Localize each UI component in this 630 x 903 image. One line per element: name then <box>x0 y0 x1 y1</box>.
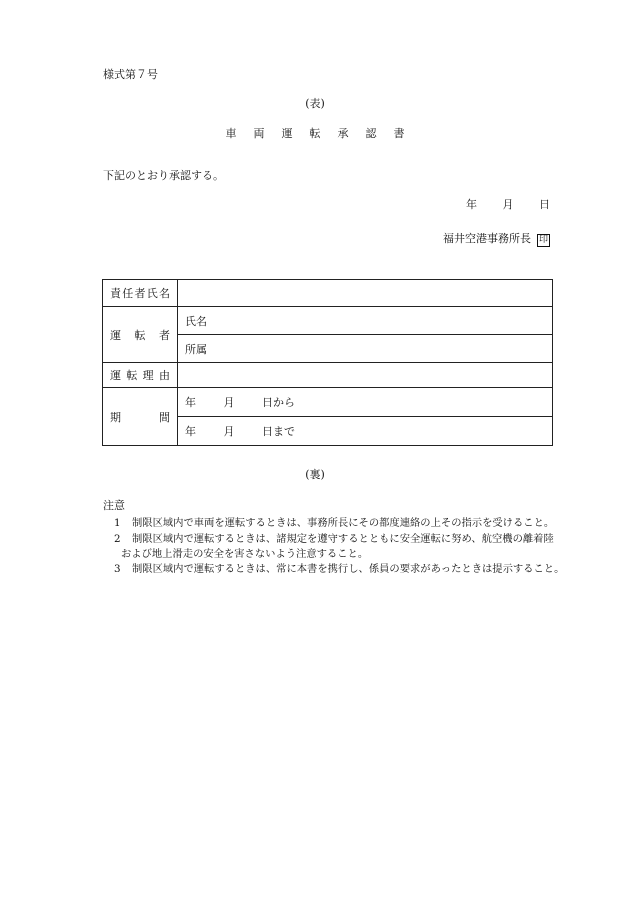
note-item <box>114 514 574 529</box>
period-to-day: 日まで <box>262 425 295 438</box>
driver-label: 運転者 <box>103 307 178 363</box>
seal-icon: 印 <box>538 235 548 245</box>
notes-title: 注意 <box>103 499 125 512</box>
period-from-year: 年 <box>185 396 196 409</box>
period-to-year: 年 <box>185 425 196 438</box>
note-item <box>114 530 574 545</box>
approval-statement: 下記のとおり承認する。 <box>103 169 224 182</box>
note-number: 1 <box>114 517 121 529</box>
approval-form-table <box>102 279 553 446</box>
period-label: 期間 <box>103 388 178 446</box>
period-from-month: 月 <box>223 396 235 409</box>
table-row <box>103 280 553 307</box>
document-title: 車両運転承認書 <box>225 127 422 140</box>
reason-field[interactable] <box>178 363 553 388</box>
note-item <box>114 560 574 575</box>
note-text: 制限区域内で運転するときは、常に本書を携行し、係員の要求があったときは提示すること。 <box>132 563 565 575</box>
period-to-field[interactable] <box>178 417 553 446</box>
issue-date <box>466 196 550 212</box>
note-text: 制限区域内で運転するときは、諸規定を遵守するとともに安全運転に努め、航空機の離着陸 <box>132 533 554 545</box>
note-text: 制限区域内で車両を運転するときは、事務所長にその都度連絡の上その指示を受けること。 <box>132 517 555 529</box>
date-year: 年 <box>466 198 477 211</box>
period-from-day: 日から <box>262 396 295 409</box>
responsible-name-field[interactable] <box>178 280 553 307</box>
date-day: 日 <box>539 198 550 211</box>
note-number: 2 <box>114 533 121 545</box>
period-from-field[interactable] <box>178 388 553 417</box>
table-row <box>103 388 553 417</box>
responsible-label: 責任者氏名 <box>103 280 178 307</box>
note-number: 3 <box>114 563 121 575</box>
signer-name: 福井空港事務所長 <box>442 232 531 245</box>
driver-affiliation-label: 所属 <box>185 342 207 356</box>
signer <box>443 230 550 247</box>
note-item-continued: および地上滑走の安全を害さないよう注意すること。 <box>121 548 369 560</box>
back-side-label: (裏) <box>305 468 325 481</box>
driver-affiliation-field[interactable] <box>178 335 553 363</box>
reason-label: 運転理由 <box>103 363 178 388</box>
table-row <box>103 363 553 388</box>
table-row <box>103 307 553 335</box>
driver-name-field[interactable] <box>178 307 553 335</box>
form-number: 様式第７号 <box>103 68 158 81</box>
period-to-month: 月 <box>223 425 235 438</box>
date-month: 月 <box>502 198 514 211</box>
front-side-label: (表) <box>305 97 325 110</box>
driver-name-label: 氏名 <box>185 314 207 328</box>
